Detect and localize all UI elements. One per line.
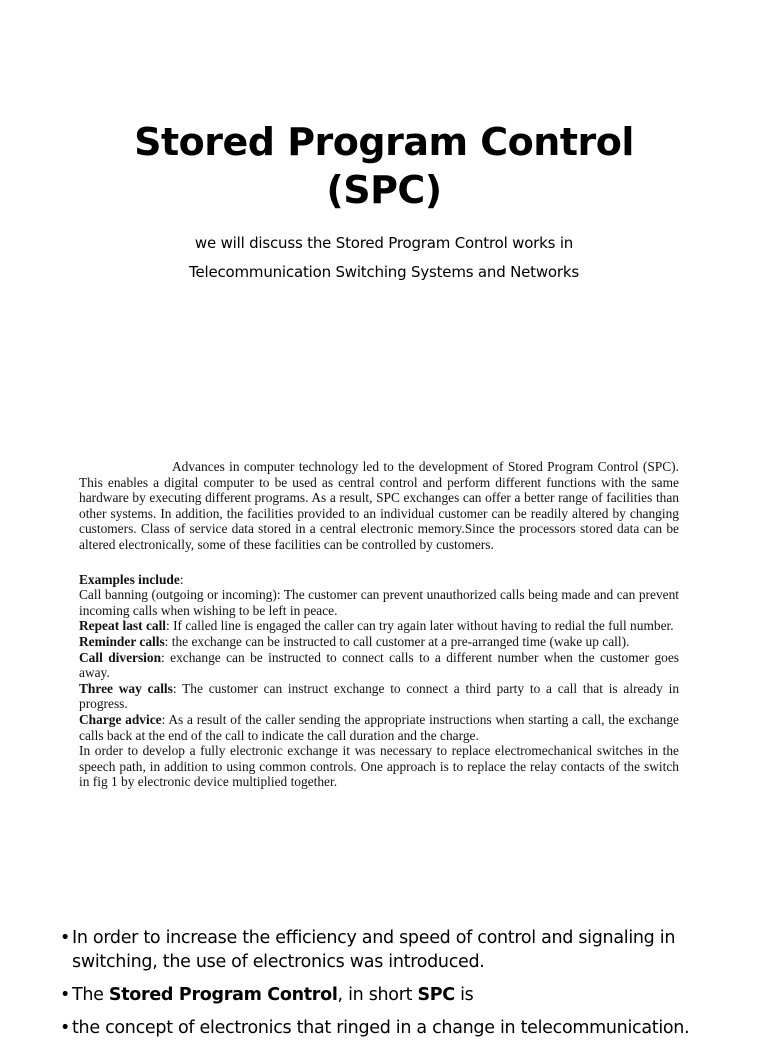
title-line-1: Stored Program Control bbox=[134, 120, 634, 164]
bullet-item: • In order to increase the efficiency and speed of control and signaling in switching, the use of electronics was introduced. bbox=[60, 928, 676, 972]
example-item: Three way calls: The customer can instruct exchange to connect a third party to a call that is already in progress. bbox=[79, 680, 680, 712]
example-item: Charge advice: As a result of the caller sending the appropriate instructions when starting a call, the exchange calls back at the end of the call to indicate the call duration and the charge. bbox=[79, 711, 679, 743]
subtitle-line-2: Telecommunication Switching Systems and Networks bbox=[189, 263, 579, 281]
intro-paragraph: Advances in computer technology led to the development of Stored Program Control (SPC). This enables a digital computer to be used as central control and perform different functions with the same hardware by executing different programs. As a result, SPC exchanges can offer a better range of facilities than other systems. In addition, the facilities provided to an individual customer can be readily altered by changing customers. Class of service data stored in a central electronic memory.Since the processors stored data can be altered electronically, some of these facilities can be controlled by customers. bbox=[79, 459, 679, 552]
example-item: Call banning (outgoing or incoming): The customer can prevent unauthorized calls being made and can prevent incoming calls when wishing to be left in peace. bbox=[79, 587, 679, 618]
subtitle-line-1: we will discuss the Stored Program Control works in bbox=[194, 234, 574, 252]
example-item: Call diversion: exchange can be instructed to connect calls to a different number when the customer goes away. bbox=[79, 649, 679, 681]
closing-paragraph: In order to develop a fully electronic exchange it was necessary to replace electromechanical switches in the speech path, in addition to using common controls. One approach is to replace the relay contacts of the switch in fig 1 by electronic device multiplied together. bbox=[79, 743, 679, 790]
examples-heading: Examples include: bbox=[79, 571, 184, 587]
example-item: Reminder calls: the exchange can be instructed to call customer at a pre-arranged time (wake up call). bbox=[79, 633, 630, 649]
bullet-marker: • bbox=[60, 985, 71, 1005]
scanned-text-excerpt bbox=[79, 459, 679, 790]
title-line-2: (SPC) bbox=[326, 168, 442, 212]
bullet-list bbox=[60, 926, 740, 1049]
bullet-item: • the concept of electronics that ringed in a change in telecommunication. bbox=[60, 1018, 690, 1038]
subtitle bbox=[0, 229, 768, 287]
example-item: Repeat last call: If called line is engaged the caller can try again later without having to redial the full number. bbox=[79, 618, 674, 634]
bullet-item: • The Stored Program Control, in short SPC is bbox=[60, 985, 474, 1005]
bullet-marker: • bbox=[60, 928, 71, 948]
page-title bbox=[0, 118, 768, 214]
bullet-marker: • bbox=[60, 1018, 71, 1038]
